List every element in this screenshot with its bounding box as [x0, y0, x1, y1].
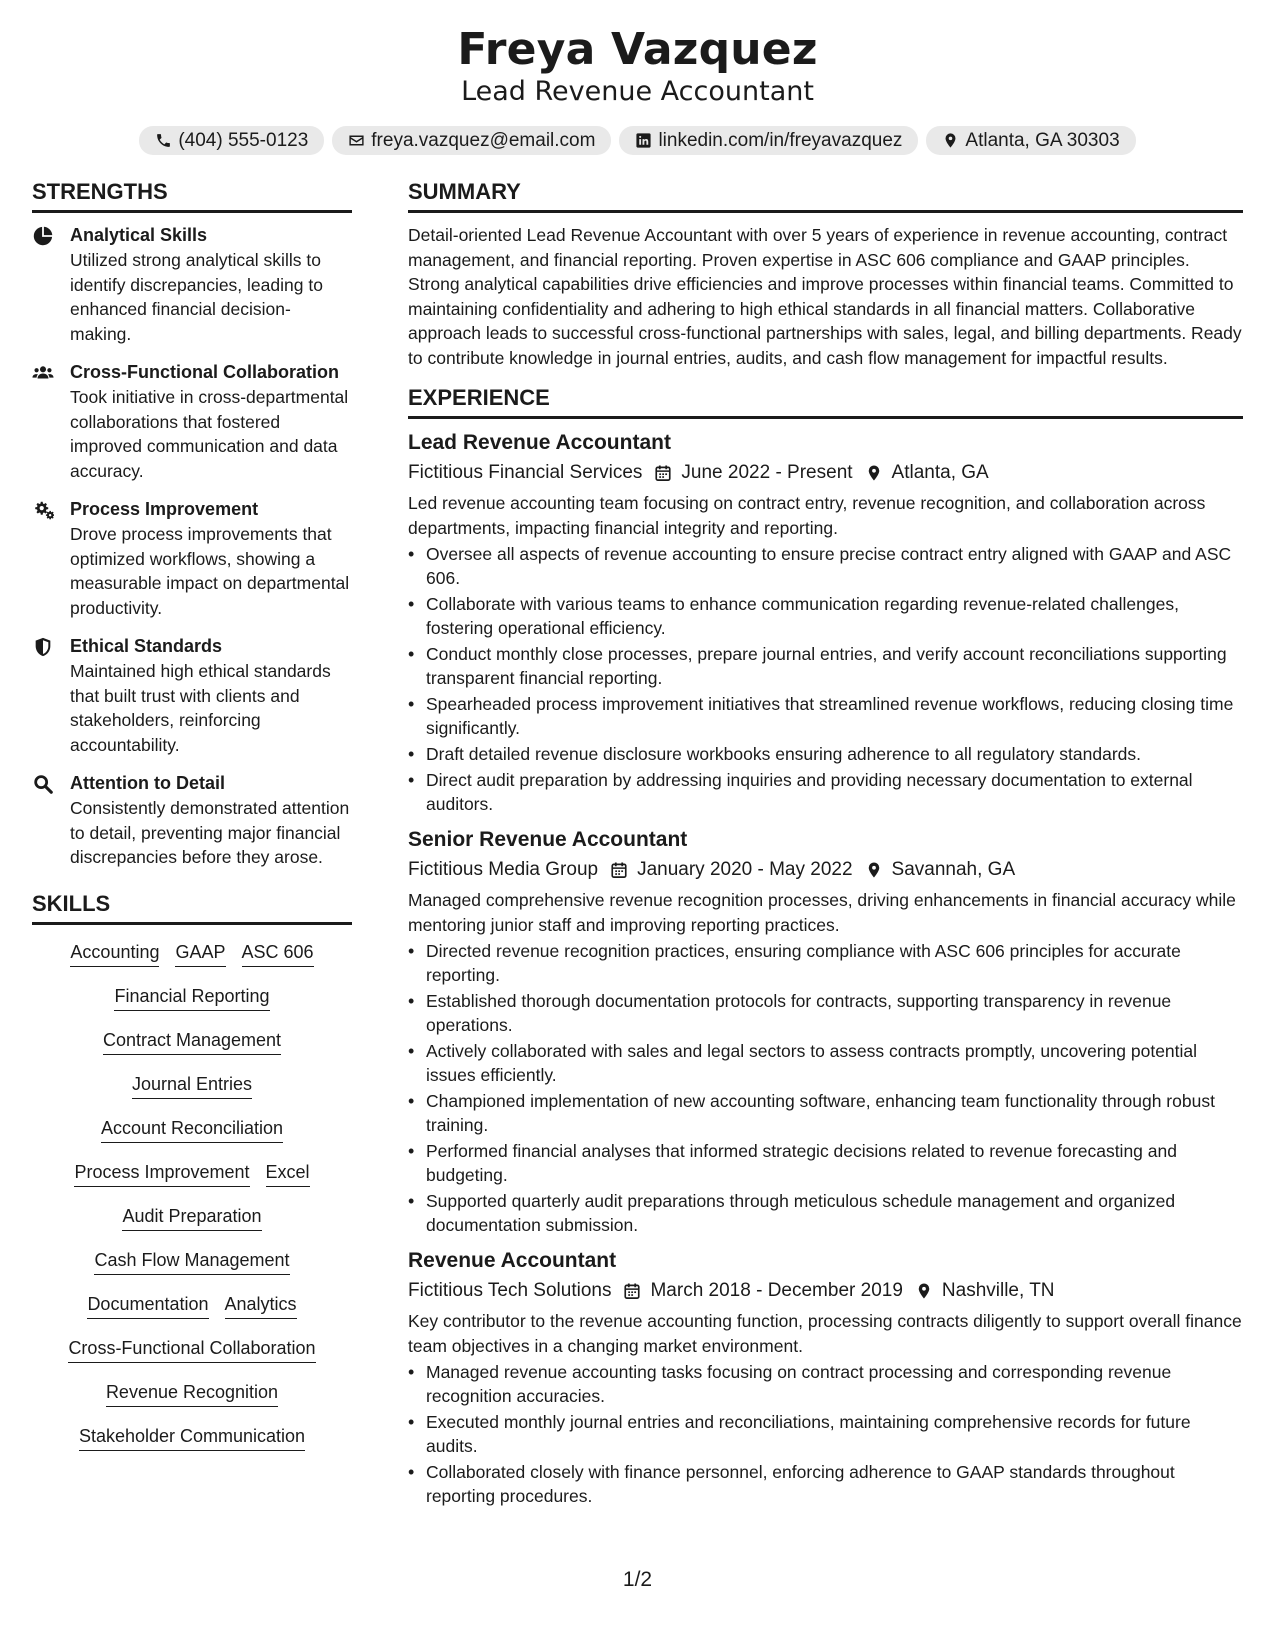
- job-dates: March 2018 - December 2019: [650, 1280, 903, 1301]
- skill-tag: Audit Preparation: [122, 1205, 261, 1231]
- job-bullet: • Draft detailed revenue disclosure workbooks ensuring adherence to all regulatory standards.: [426, 742, 1243, 766]
- left-column: [32, 178, 352, 1518]
- strength-item: [32, 771, 352, 870]
- job-bullet: • Collaborated closely with finance personnel, enforcing adherence to GAAP standards throughout reporting procedures.: [426, 1460, 1243, 1508]
- skill-row: [132, 1073, 252, 1099]
- skill-row: [114, 985, 269, 1011]
- map-pin-icon: [942, 132, 959, 149]
- calendar-icon: [654, 464, 681, 482]
- job-title: Senior Revenue Accountant: [408, 828, 688, 851]
- strength-text: Maintained high ethical standards that built trust with clients and stakeholders, reinforcing accountability.: [70, 661, 331, 755]
- skill-tag: Financial Reporting: [114, 985, 269, 1011]
- job-bullet: • Established thorough documentation protocols for contracts, supporting transparency in revenue operations.: [426, 989, 1243, 1037]
- skill-tag: Analytics: [225, 1293, 297, 1319]
- job-meta: [408, 459, 1243, 487]
- skill-row: [87, 1293, 296, 1319]
- gears-icon: [32, 497, 70, 620]
- summary-text: Detail-oriented Lead Revenue Accountant with over 5 years of experience in revenue accounting, contract management, and financial reporting. Proven expertise in ASC 606 compliance and GAAP principles. Strong analytical capabilities drive efficiencies and improve processes within financial teams. Committed to maintaining confidentiality and adhering to high ethical standards in all financial matters. Collaborative approach leads to successful cross-functional partnerships with sales, legal, and billing departments. Ready to contribute knowledge in journal entries, audits, and cash flow management for impactful results.: [408, 225, 1242, 368]
- calendar-icon: [623, 1282, 650, 1300]
- skill-row: [94, 1249, 289, 1275]
- contact-email[interactable]: [332, 126, 611, 155]
- job-bullet: • Executed monthly journal entries and reconciliations, maintaining comprehensive records for future audits.: [426, 1410, 1243, 1458]
- job-entry: [408, 429, 1243, 816]
- job-title: Lead Revenue Accountant: [408, 431, 671, 454]
- job-bullet: • Oversee all aspects of revenue accounting to ensure precise contract entry aligned with GAAP and ASC 606.: [426, 542, 1243, 590]
- strength-text: Utilized strong analytical skills to identify discrepancies, leading to enhanced financial decision-making.: [70, 250, 323, 344]
- strength-title: Process Improvement: [70, 499, 259, 519]
- job-company: Fictitious Financial Services: [408, 462, 643, 483]
- job-location: Savannah, GA: [891, 859, 1016, 880]
- job-bullet: • Spearheaded process improvement initiatives that streamlined revenue workflows, reducing closing time significantly.: [426, 692, 1243, 740]
- skill-tag: Revenue Recognition: [106, 1381, 278, 1407]
- job-bullets: [408, 1360, 1243, 1508]
- skills-list: [32, 941, 352, 1451]
- linkedin-icon: [635, 132, 652, 149]
- job-company: Fictitious Media Group: [408, 859, 599, 880]
- right-column: [408, 178, 1243, 1518]
- strength-item: [32, 634, 352, 757]
- contact-phone[interactable]: [139, 126, 324, 155]
- skill-tag: Journal Entries: [132, 1073, 252, 1099]
- strength-text: Took initiative in cross-departmental collaborations that fostered improved communication and data accuracy.: [70, 387, 349, 481]
- strength-text: Drove process improvements that optimized workflows, showing a measurable impact on departmental productivity.: [70, 524, 350, 618]
- job-bullet: • Actively collaborated with sales and legal sectors to assess contracts promptly, uncovering potential issues efficiently.: [426, 1039, 1243, 1087]
- skill-row: [79, 1425, 305, 1451]
- strengths-heading: STRENGTHS: [32, 178, 352, 213]
- calendar-icon: [610, 861, 637, 879]
- job-bullet: • Championed implementation of new accounting software, enhancing team functionality through robust training.: [426, 1089, 1243, 1137]
- strength-title: Attention to Detail: [70, 773, 225, 793]
- job-entry: [408, 826, 1243, 1237]
- skill-tag: Excel: [266, 1161, 310, 1187]
- skill-tag: Contract Management: [103, 1029, 281, 1055]
- job-bullet: • Conduct monthly close processes, prepare journal entries, and verify account reconciliations supporting transparent financial reporting.: [426, 642, 1243, 690]
- job-location: Atlanta, GA: [891, 462, 989, 483]
- skill-row: [74, 1161, 309, 1187]
- job-description: Led revenue accounting team focusing on contract entry, revenue recognition, and collaboration across departments, impacting financial integrity and reporting.: [408, 493, 1206, 538]
- shield-icon: [32, 634, 70, 757]
- job-meta: [408, 1277, 1243, 1305]
- contact-location-text: Atlanta, GA 30303: [965, 129, 1120, 151]
- job-bullets: [408, 939, 1243, 1237]
- experience-list: [408, 429, 1243, 1508]
- job-location: Nashville, TN: [941, 1280, 1055, 1301]
- candidate-name: Freya Vazquez: [457, 24, 818, 75]
- envelope-icon: [348, 132, 365, 149]
- summary-heading: SUMMARY: [408, 178, 1243, 213]
- contact-linkedin-text: linkedin.com/in/freyavazquez: [658, 129, 903, 151]
- strength-title: Cross-Functional Collaboration: [70, 362, 340, 382]
- job-bullet: • Direct audit preparation by addressing inquiries and providing necessary documentation to external auditors.: [426, 768, 1243, 816]
- page-number: 1/2: [622, 1568, 653, 1591]
- job-dates: June 2022 - Present: [681, 462, 853, 483]
- strength-item: [32, 497, 352, 620]
- candidate-title: Lead Revenue Accountant: [461, 76, 814, 107]
- strength-item: [32, 223, 352, 346]
- job-bullet: • Supported quarterly audit preparations through meticulous schedule management and organized documentation submission.: [426, 1189, 1243, 1237]
- contact-location: [926, 126, 1135, 155]
- skills-heading: SKILLS: [32, 890, 352, 925]
- strength-title: Analytical Skills: [70, 225, 208, 245]
- skill-tag: Documentation: [87, 1293, 208, 1319]
- phone-icon: [155, 132, 172, 149]
- contact-email-text: freya.vazquez@email.com: [371, 129, 596, 151]
- strength-title: Ethical Standards: [70, 636, 223, 656]
- job-dates: January 2020 - May 2022: [637, 859, 853, 880]
- map-pin-icon: [865, 861, 892, 879]
- skill-tag: ASC 606: [242, 941, 314, 967]
- contact-phone-text: (404) 555-0123: [178, 129, 309, 151]
- map-pin-icon: [865, 464, 892, 482]
- job-bullet: • Directed revenue recognition practices, ensuring compliance with ASC 606 principles for accurate reporting.: [426, 939, 1243, 987]
- strength-item: [32, 360, 352, 483]
- skill-tag: Stakeholder Communication: [79, 1425, 305, 1451]
- skill-row: [68, 1337, 315, 1363]
- skill-tag: Process Improvement: [74, 1161, 249, 1187]
- skill-row: [103, 1029, 281, 1055]
- job-bullet: • Managed revenue accounting tasks focusing on contract processing and corresponding revenue recognition accuracies.: [426, 1360, 1243, 1408]
- skill-row: [101, 1117, 283, 1143]
- job-entry: [408, 1247, 1243, 1508]
- strength-text: Consistently demonstrated attention to detail, preventing major financial discrepancies before they arose.: [70, 798, 350, 867]
- contact-bar: [0, 126, 1275, 155]
- map-pin-icon: [915, 1282, 942, 1300]
- job-bullets: [408, 542, 1243, 816]
- magnifier-icon: [32, 771, 70, 870]
- job-description: Key contributor to the revenue accounting function, processing contracts diligently to support overall finance team objectives in a changing market environment.: [408, 1311, 1242, 1356]
- users-icon: [32, 360, 70, 483]
- resume-body: [32, 178, 1243, 1518]
- skill-tag: Accounting: [70, 941, 159, 967]
- job-title: Revenue Accountant: [408, 1249, 617, 1272]
- skill-tag: Cash Flow Management: [94, 1249, 289, 1275]
- experience-heading: EXPERIENCE: [408, 384, 1243, 419]
- job-bullet: • Collaborate with various teams to enhance communication regarding revenue-related challenges, fostering operational efficiency.: [426, 592, 1243, 640]
- job-description: Managed comprehensive revenue recognition processes, driving enhancements in financial accuracy while mentoring junior staff and improving reporting practices.: [408, 890, 1236, 935]
- skill-row: [70, 941, 313, 967]
- skill-row: [122, 1205, 261, 1231]
- contact-linkedin[interactable]: [619, 126, 918, 155]
- resume-header: [0, 0, 1275, 155]
- skill-row: [106, 1381, 278, 1407]
- job-bullet: • Performed financial analyses that informed strategic decisions related to revenue forecasting and budgeting.: [426, 1139, 1243, 1187]
- job-meta: [408, 856, 1243, 884]
- skill-tag: Cross-Functional Collaboration: [68, 1337, 315, 1363]
- skill-tag: Account Reconciliation: [101, 1117, 283, 1143]
- skill-tag: GAAP: [175, 941, 225, 967]
- job-company: Fictitious Tech Solutions: [408, 1280, 612, 1301]
- pie-chart-icon: [32, 223, 70, 346]
